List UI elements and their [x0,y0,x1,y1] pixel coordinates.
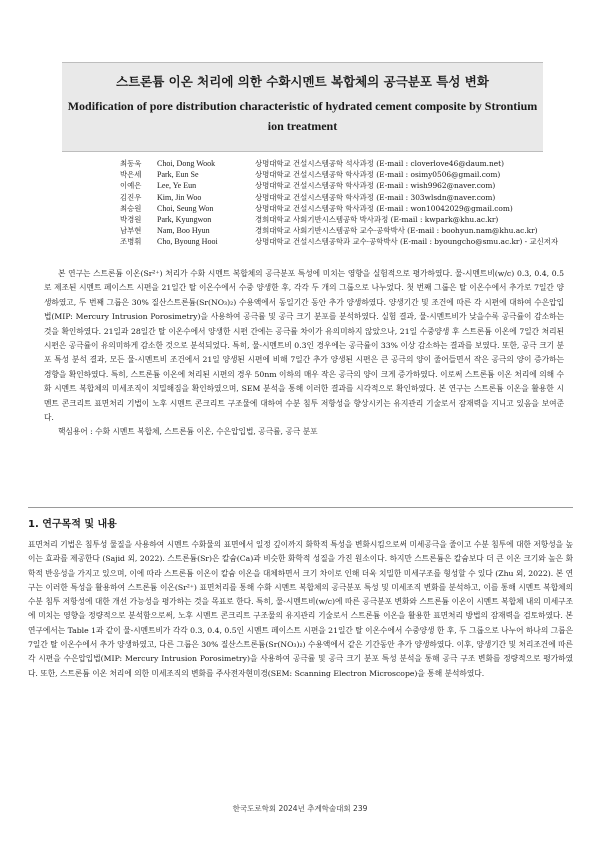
author-affiliation: 상명대학교 건설시스템공학과 교수·공학박사 (E-mail : byoungcho@smu.ac.kr) - 교신저자 [255,237,559,247]
author-english-name: Choi, Dong Wook [157,159,216,168]
abstract-text: 본 연구는 스트론튬 이온(Sr²⁺) 처리가 수화 시멘트 복합체의 공극분포 특성에 미치는 영향을 실험적으로 평가하였다. 물-시멘트비(w/c) 0.3, 0.4, 0.5로 제조된 시멘트 페이스트 시편을 21일간 탈 이온수에서 수중 양생한 후, 각각 두 개의 그룹으로 나누었다. 첫 번째 그룹은 탈 이온수에서 추가로 7일간 양생하였고, 두 번째 그룹은 30% 질산스트론튬(Sr(NO₃)₂) 수용액에서 동일기간 동안 추가 양생하였다. 양생기간 및 조건에 따른 각 시편에 대하여 수은압입법(MIP: Mercury Intrusion Porosimetry)을 사용하여 공극률 및 공극 크기 분포를 분석하였다. 실험 결과, 물-시멘트비가 낮을수록 공극률이 감소하는 것을 확인하였다. 21일과 28일간 탈 이온수에서 양생한 시편 간에는 공극률 차이가 유의미하지 않았으나, 21일 수중양생 후 스트론튬 이온에 7일간 처리된 시편은 공극률이 유의미하게 감소한 것으로 분석되었다. 특히, 물-시멘트비 0.3인 경우에는 공극률이 33% 이상 감소하는 결과를 보였다. 또한, 공극 크기 분포 특성 분석 결과, 모든 물-시멘트비 조건에서 21일 양생된 시편에 비해 7일간 추가 양생된 시편은 큰 공극의 양이 줄어들면서 작은 공극의 양이 증가하는 경향을 확인하였다. 특히, 스트론튬 이온에 처리된 시편의 경우 50nm 이하의 매우 작은 공극의 양이 크게 증가하였다. 이로써 스트론튬 이온 처리에 의해 수화 시멘트 복합체의 미세조직이 치밀해짐을 확인하였으며, SEM 분석을 통해 이러한 결과를 시각적으로 확인하였다. 본 연구는 스트론튬 이온을 활용한 시멘트 콘크리트 표면처리 기법이 노후 시멘트 콘크리트 구조물에 대하여 수분 침투 저항성을 향상시키는 유지관리 기술로서 잠재력을 지니고 있음을 보여준다. [44,269,564,423]
author-korean-name: 박은세 [120,170,142,180]
author-affiliation: 상명대학교 건설시스템공학 학사과정 (E-mail : wish9962@naver.com) [255,181,496,191]
section-divider [28,507,573,508]
author-row [120,236,590,247]
author-korean-name: 조병휘 [120,237,142,247]
page-footer: 한국도로학회 2024년 추계학술대회 239 [232,804,368,813]
author-korean-name: 남부현 [120,226,142,236]
author-english-name: Kim, Jin Woo [157,192,202,202]
paper-title-english: Modification of pore distribution characteristic of hydrated cement composite by Strontium ion treatment [67,99,538,133]
author-list [120,158,590,248]
author-affiliation: 경희대학교 사회기반시스템공학 교수·공학박사 (E-mail : boohyun.nam@khu.ac.kr) [255,226,538,236]
section-research-purpose [28,518,573,681]
author-english-name: Cho, Byoung Hooi [157,237,218,247]
author-affiliation: 경희대학교 사회기반시스템공학 박사과정 (E-mail : kwpark@khu.ac.kr) [255,214,499,224]
author-korean-name: 최동욱 [120,159,142,168]
author-row [120,225,590,236]
keywords: 핵심용어 : 수화 시멘트 복합체, 스트론튬 이온, 수은압입법, 공극률, 공극 분포 [58,427,318,437]
author-row [120,203,590,214]
author-english-name: Choi, Seung Won [157,203,214,213]
author-row [120,158,590,169]
author-korean-name: 이예은 [120,181,142,191]
author-english-name: Park, Eun Se [157,170,199,180]
author-row [120,169,590,180]
section-body: 표면처리 기법은 침투성 물질을 사용하여 시멘트 수화물의 표면에서 일정 깊이까지 화학적 특성을 변화시킴으로써 미세공극을 줄이고 수분 침투에 대한 저항성을 높이는 효과를 제공한다 (Sajid 외, 2022). 스트론튬(Sr)은 칼슘(Ca)과 비슷한 화학적 성질을 가진 원소이다. 하지만 스트론튬은 칼슘보다 더 큰 이온 크기와 높은 화학적 반응성을 가지고 있으며, 이에 따라 스트론튬 이온이 칼슘 이온을 대체하면서 크기 차이로 인해 더욱 치밀한 미세구조를 형성할 수 있다 (Zhu 외, 2022). 본 연구는 이러한 특성을 활용하여 스트론튬 이온(Sr²⁺) 표면처리를 통해 수화 시멘트 복합체의 공극분포 특성 및 미세조직 변화를 분석하고, 이를 통해 시멘트 복합체의 수분 침투 저항성에 대한 개선 가능성을 평가하는 것을 목표로 한다. 특히, 물-시멘트비(w/c)에 따른 공극분포 변화와 스트론튬 이온이 시멘트 복합체 내의 미세구조에 미치는 영향을 정량적으로 분석함으로써, 노후 시멘트 콘크리트 구조물의 유지관리 기술로서 스트론튬 이온을 활용한 표면처리 방법의 잠재력을 검토하였다. 본 연구에서는 Table 1과 같이 물-시멘트비가 각각 0.3, 0.4, 0.5인 시멘트 페이스트 시편을 21일간 탈 이온수에서 수중양생 한 후, 두 그룹으로 나누어 하나의 그룹은 7일간 탈 이온수에서 추가 양생하였고, 다른 그룹은 30% 질산스트론튬(Sr(NO₃)₂) 수용액에서 같은 기간동안 추가 양생하였다. 이후, 양생기간 및 처리조건에 따른 각 시편을 수은압입법(MIP: Mercury Intrusion Porosimetry)을 사용하여 공극률 및 공극 크기 분포 특성 분석을 통해 공극 구조 변화를 정량적으로 평가하였다. 또한, 스트론튬 이온 처리에 의한 미세조직의 변화를 주사전자현미경(SEM: Scanning Electron Microscope)을 통해 분석하였다. [28,540,573,678]
author-english-name: Lee, Ye Eun [157,181,197,191]
author-affiliation: 상명대학교 건설시스템공학 학사과정 (E-mail : osimy0506@gmail.com) [255,170,501,180]
abstract [44,267,564,440]
author-korean-name: 최승원 [120,203,142,213]
author-affiliation: 상명대학교 건설시스템공학 석사과정 (E-mail : cloverlove46@daum.net) [255,159,504,168]
author-row [120,192,590,203]
author-korean-name: 박경원 [120,214,142,224]
author-affiliation: 상명대학교 건설시스템공학 학사과정 (E-mail : won10042029@gmail.com) [255,203,513,213]
section-title: 1. 연구목적 및 내용 [28,519,117,530]
paper-title-korean: 스트론튬 이온 처리에 의한 수화시멘트 복합체의 공극분포 특성 변화 [116,74,489,89]
author-row [120,214,590,225]
author-row [120,180,590,191]
author-english-name: Park, Kyungwon [157,214,212,224]
author-affiliation: 상명대학교 건설시스템공학 학사과정 (E-mail : 303wlsdn@naver.com) [255,192,496,202]
author-english-name: Nam, Boo Hyun [157,226,210,236]
title-box [62,62,543,152]
author-korean-name: 김진우 [120,192,142,202]
